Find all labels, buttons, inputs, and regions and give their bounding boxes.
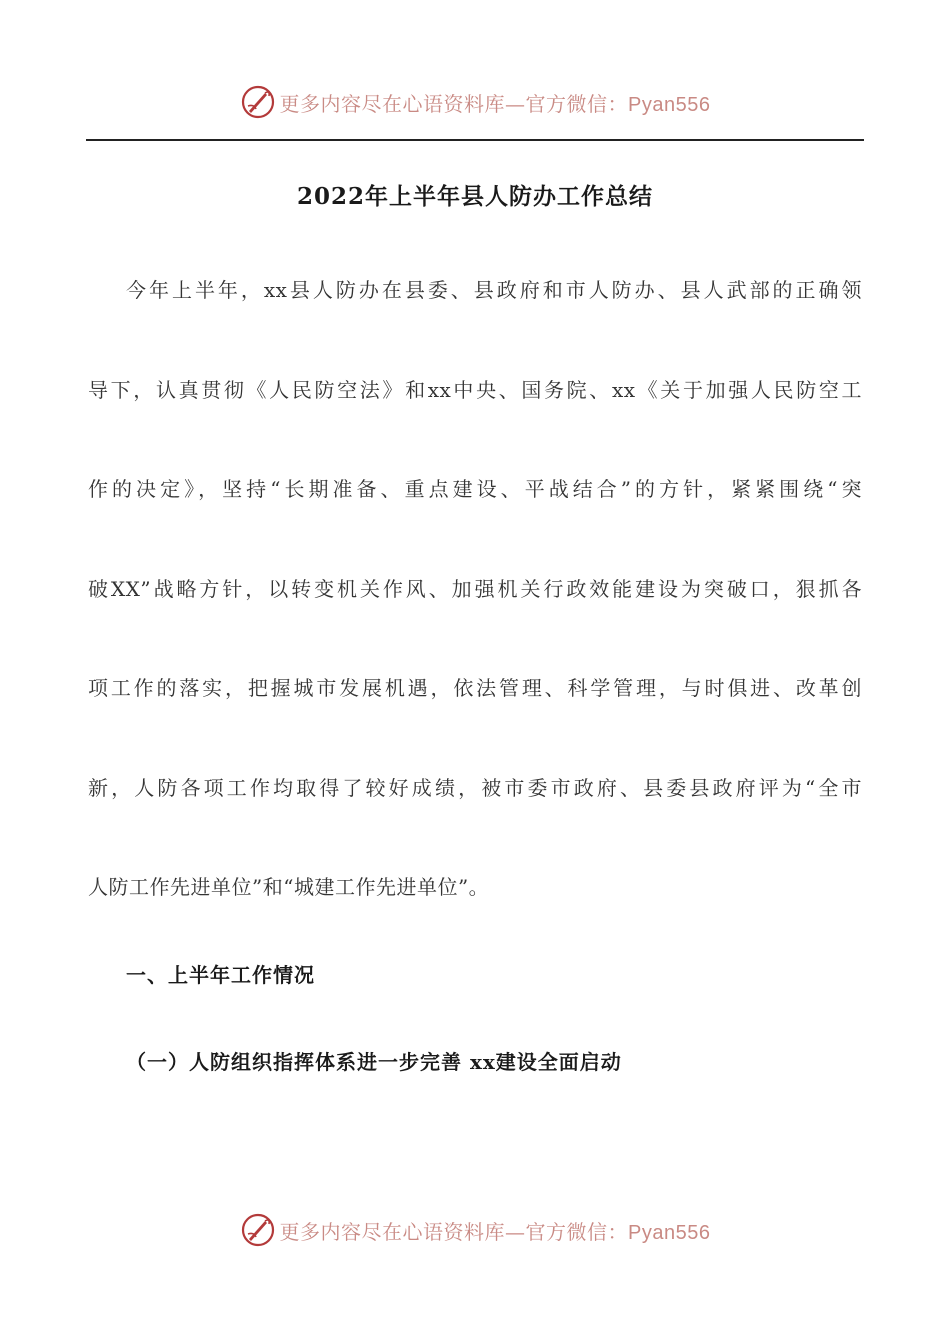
header-watermark — [0, 80, 950, 124]
watermark-wechat-id: Pyan556 — [628, 1221, 711, 1244]
paragraph-line: 今年上半年，xx县人防办在县委、县政府和市人防办、县人武部的正确领 — [126, 278, 862, 302]
watermark-wechat-id: Pyan556 — [628, 93, 711, 116]
paragraph-line: 破XX”战略方针，以转变机关作风、加强机关行政效能建设为突破口，狠抓各 — [88, 577, 862, 601]
header-divider — [86, 139, 864, 141]
paragraph-line: 人防工作先进单位”和“城建工作先进单位”。 — [88, 875, 490, 899]
paragraph-line: 导下，认真贯彻《人民防空法》和xx中央、国务院、xx《关于加强人民防空工 — [88, 378, 862, 402]
footer-watermark — [0, 1208, 950, 1252]
paragraph-line: 作的决定》，坚持“长期准备、重点建设、平战结合”的方针，紧紧围绕“突 — [88, 477, 862, 501]
paragraph-line: 项工作的落实，把握城市发展机遇，依法管理、科学管理，与时俱进、改革创 — [88, 676, 862, 700]
section-heading: 一、上半年工作情况 — [126, 963, 315, 987]
watermark-text: 更多内容尽在心语资料库—官方微信： — [279, 91, 629, 116]
paragraph-line: 新，人防各项工作均取得了较好成绩，被市委市政府、县委县政府评为“全市 — [88, 776, 862, 800]
watermark-text: 更多内容尽在心语资料库—官方微信： — [279, 1219, 629, 1244]
quill-logo-icon — [240, 1212, 276, 1248]
quill-logo-icon — [240, 84, 276, 120]
subsection-heading: （一）人防组织指挥体系进一步完善 xx建设全面启动 — [126, 1050, 622, 1074]
document-title: 2022年上半年县人防办工作总结 — [296, 183, 653, 210]
